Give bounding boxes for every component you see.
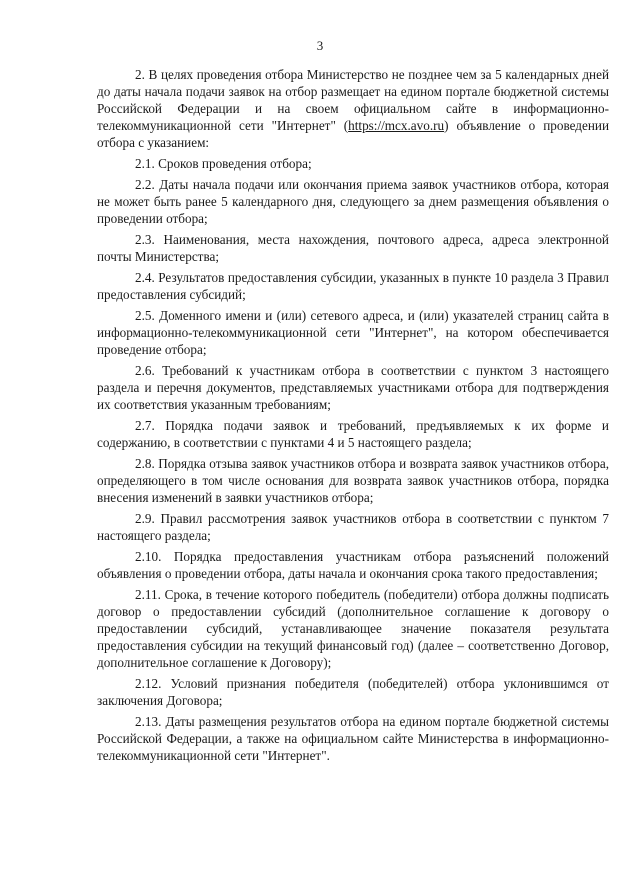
intro-text-before-link: 2. В целях проведения отбора Министерство не позднее чем за 5 календарных дней до даты начала подачи заявок на отбор размещает на едином портале бюджетной системы Российской Федерации и на своем официальном сайте в информационно-телекоммуникационной сети "Интернет" ( [97,67,609,133]
paragraph-2-7: 2.7. Порядка подачи заявок и требований, предъявляемых к их форме и содержанию, в соответствии с пунктами 4 и 5 настоящего раздела; [97,418,609,450]
page-number: 3 [316,38,324,53]
paragraph-2-1: 2.1. Сроков проведения отбора; [135,156,312,171]
paragraph-2-3: 2.3. Наименования, места нахождения, почтового адреса, адреса электронной почты Министерства; [97,232,609,264]
paragraph-2-6: 2.6. Требований к участникам отбора в соответствии с пунктом 3 настоящего раздела и перечня документов, представляемых участниками отбора для подтверждения их соответствия указанным требованиям; [97,363,609,412]
paragraph-2-intro [97,66,609,151]
paragraph-2-10: 2.10. Порядка предоставления участникам отбора разъяснений положений объявления о проведении отбора, даты начала и окончания срока такого предоставления; [97,549,609,581]
paragraph-2-9: 2.9. Правил рассмотрения заявок участников отбора в соответствии с пунктом 7 настоящего раздела; [97,511,609,543]
paragraph-2-2: 2.2. Даты начала подачи или окончания приема заявок участников отбора, которая не может быть ранее 5 календарного дня, следующего за днем размещения объявления о проведении отбора; [97,177,609,226]
paragraph-2-12: 2.12. Условий признания победителя (победителей) отбора уклонившимся от заключения Договора; [97,676,609,708]
paragraph-2-5: 2.5. Доменного имени и (или) сетевого адреса, и (или) указателей страниц сайта в информационно-телекоммуникационной сети "Интернет", на котором обеспечивается проведение отбора; [97,308,609,357]
paragraph-2-11: 2.11. Срока, в течение которого победитель (победители) отбора должны подписать договор о предоставлении субсидий (дополнительное соглашение к договору о предоставлении субсидий, устанавливающее значение показателя результата предоставления субсидии на текущий финансовый год) (далее – соответственно Договор, дополнительное соглашение к Договору); [97,587,609,670]
paragraph-2-4: 2.4. Результатов предоставления субсидии, указанных в пункте 10 раздела 3 Правил предоставления субсидий; [97,270,609,302]
paragraph-2-8: 2.8. Порядка отзыва заявок участников отбора и возврата заявок участников отбора, определяющего в том числе основания для возврата заявок участников отбора, порядка внесения изменений в заявки участников отбора; [97,456,609,505]
intro-text-after-link: ) объявление о проведении отбора с указанием: [97,118,610,150]
document-body [97,66,609,768]
website-link[interactable]: https://mcx.avo.ru [348,118,445,133]
paragraph-2-13: 2.13. Даты размещения результатов отбора на едином портале бюджетной системы Российской Федерации, а также на официальном сайте Министерства в информационно-телекоммуникационной сети "Интернет". [97,714,609,763]
